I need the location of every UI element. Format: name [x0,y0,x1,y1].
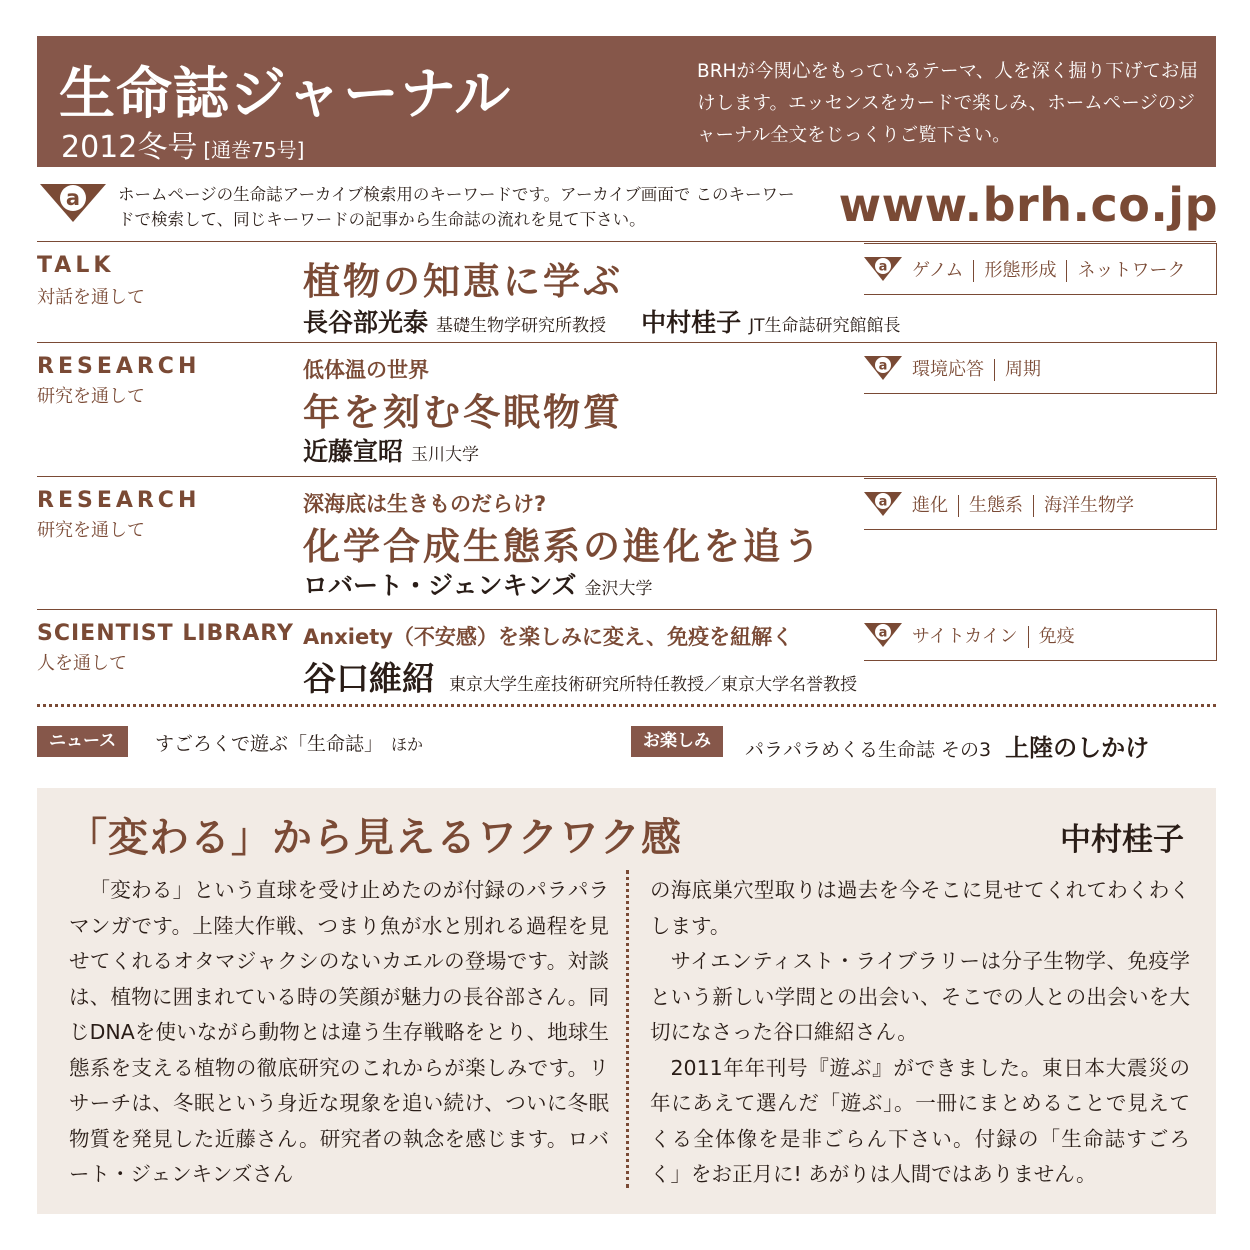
editorial-paragraph: 「変わる」という直球を受け止めたのが付録のパラパラマンガです。上陸大作戦、つまり魚が水と別れる過程を見せてくれるオタマジャクシのないカエルの登場です。対談は、植物に囲まれている時の笑顔が魅力の長谷部さん。同じDNAを使いながら動物とは違う生存戦略をとり、地球生態系を支える植物の徹底研究のこれからが楽しみです。リサーチは、冬眠という身近な現象を追い続け、ついに冬眠物質を発見した近藤さん。研究者の執念を感じます。ロバート・ジェンキンズさん [69,878,609,1186]
keyword-box [864,609,1217,661]
author-affiliation: 玉川大学 [411,445,480,465]
article-authors [303,303,901,339]
editorial-paragraph: サイエンティスト・ライブラリーは分子生物学、免疫学という新しい学問との出会い、そこでの人との出会いを大切になさった谷口維紹さん。 [650,949,1190,1044]
keyword-note: ホームページの生命誌アーカイブ検索用のキーワードです。アーカイブ画面で このキーワードで検索して、同じキーワードの記事から生命誌の流れを見て下さい。 [118,185,795,229]
fun-title: パラパラめくる生命誌 その3 [745,739,992,761]
keyword-list [912,256,1185,282]
svg-text:a: a [878,358,888,374]
author-name: ロバート・ジェンキンズ [303,571,577,600]
keyword-tag[interactable]: 免疫 [1038,626,1075,647]
author-affiliation: 金沢大学 [584,579,653,599]
keyword-tag[interactable]: ネットワーク [1077,260,1186,281]
keyword-box [864,478,1217,530]
section-category-sub: 対話を通して [37,287,145,308]
header-description: BRHが今関心をもっているテーマ、人を深く掘り下げてお届けします。エッセンスをカードで楽しみ、ホームページのジャーナル全文をじっくりご覧下さい。 [697,61,1198,146]
keyword-tag[interactable]: 形態形成 [984,260,1057,281]
section-category-sub: 研究を通して [37,520,145,541]
section-category: SCIENTIST LIBRARY [37,621,294,646]
author-name: 谷口維紹 [303,659,435,698]
column-divider [626,870,629,1188]
editorial-column-left [69,873,609,1193]
author-name: 中村桂子 [641,308,742,337]
article-title[interactable]: 植物の知恵に学ぶ [303,260,623,303]
keyword-tag[interactable]: サイトカイン [912,626,1018,647]
editorial-title: 「変わる」から見えるワクワク感 [67,815,682,861]
svg-text:a: a [65,186,81,210]
article-authors [303,653,857,700]
article-lead: 深海底は生きものだらけ? [303,492,547,516]
article-lead: 低体温の世界 [303,358,429,382]
site-url-link[interactable]: www.brh.co.jp [838,178,1218,232]
article-authors [303,566,653,602]
keyword-list [912,355,1041,381]
keyword-list [912,622,1075,648]
author-affiliation: 東京大学生産技術研究所特任教授／東京大学名誉教授 [449,675,857,695]
author-affiliation: JT生命誌研究館館長 [749,316,901,336]
section-category-sub: 人を通して [37,653,127,674]
editorial-box [37,788,1216,1214]
section-category-sub: 研究を通して [37,386,145,407]
archive-keyword-icon [864,256,902,282]
section-divider [37,476,1216,477]
archive-keyword-icon [864,622,902,648]
news-suffix: ほか [391,735,424,754]
editorial-author: 中村桂子 [1060,822,1184,858]
archive-keyword-icon [864,355,902,381]
editorial-column-right [650,873,1190,1193]
svg-text:a: a [878,625,888,641]
section-divider [37,241,1216,242]
keyword-list [912,491,1134,517]
journal-title: 生命誌ジャーナル [59,62,512,127]
dotted-divider [37,704,1216,707]
keyword-tag[interactable]: 進化 [912,495,948,516]
article-lead[interactable]: Anxiety（不安感）を楽しみに変え、免疫を紐解く [303,625,794,649]
news-tag: ニュース [37,726,128,757]
author-name: 近藤宣昭 [303,437,404,466]
svg-text:a: a [878,259,888,275]
keyword-box [864,342,1217,394]
article-title[interactable]: 年を刻む冬眠物質 [303,391,623,434]
section-category: RESEARCH [37,488,201,513]
journal-header [37,36,1216,167]
author-name: 長谷部光泰 [303,308,429,337]
fun-text[interactable] [745,728,1149,763]
issue-number: 2012冬号 [61,130,198,165]
news-text[interactable] [155,729,423,756]
keyword-tag[interactable]: 生態系 [969,495,1023,516]
volume-number: [通巻75号] [203,138,305,162]
keyword-tag[interactable]: 周期 [1005,359,1041,380]
author-affiliation: 基礎生物学研究所教授 [436,316,607,336]
issue-label [61,122,304,166]
article-authors [303,432,479,468]
archive-keyword-icon [864,491,902,517]
keyword-tag[interactable]: ゲノム [912,260,964,281]
keyword-tag[interactable]: 環境応答 [912,359,984,380]
editorial-paragraph: 2011年年刊号『遊ぶ』ができました。東日本大震災の年にあえて選んだ「遊ぶ」。一冊にまとめることで見えてくる全体像を是非ごらん下さい。付録の「生命誌すごろく」をお正月に! あがりは人間ではありません。 [650,1055,1190,1186]
article-title[interactable]: 化学合成生態系の進化を追う [303,525,823,568]
editorial-paragraph: の海底巣穴型取りは過去を今そこに見せてくれてわくわくします。 [650,878,1190,938]
news-title: すごろくで遊ぶ「生命誌」 [155,733,384,755]
fun-emphasis: 上陸のしかけ [1005,734,1150,762]
keyword-box [864,243,1217,295]
fun-tag: お楽しみ [631,726,723,757]
section-category: TALK [37,253,115,278]
archive-keyword-icon [40,181,106,223]
keyword-tag[interactable]: 海洋生物学 [1044,495,1134,516]
svg-text:a: a [878,494,888,510]
section-category: RESEARCH [37,354,201,379]
